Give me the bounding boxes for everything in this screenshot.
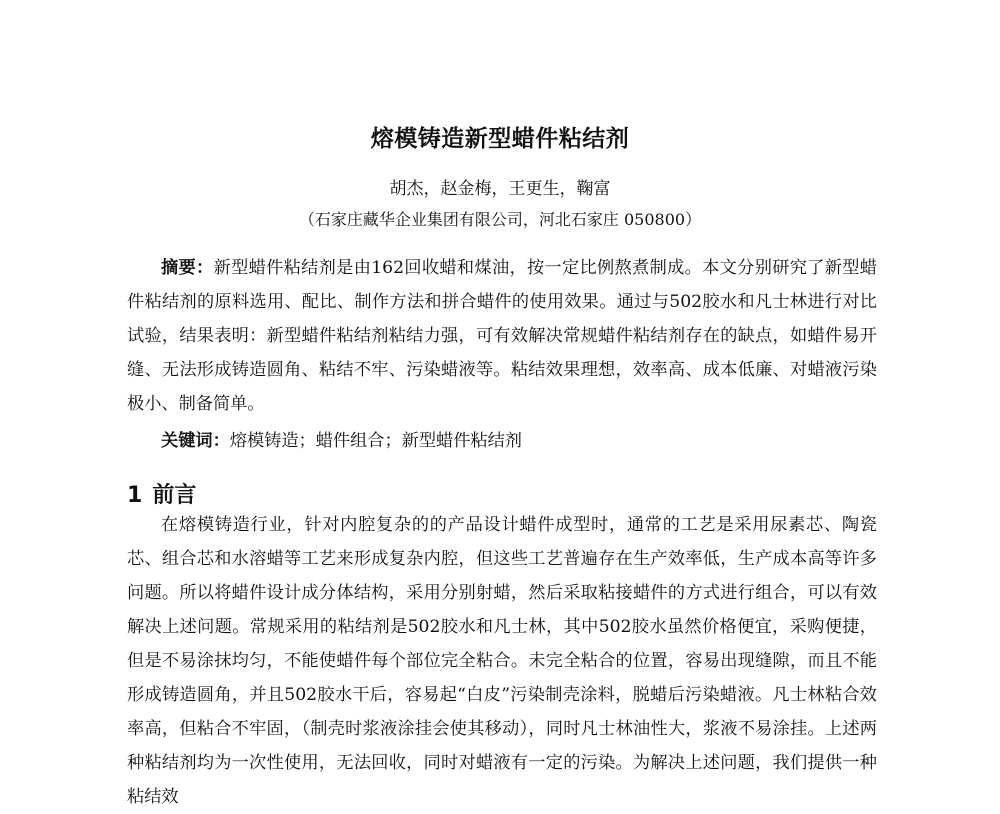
section-body-paragraph: 在熔模铸造行业，针对内腔复杂的的产品设计蜡件成型时，通常的工艺是采用尿素芯、陶瓷芯、组合芯和水溶蜡等工艺来形成复杂内腔，但这些工艺普遍存在生产效率低，生产成本高等许多问题。所以将蜡件设计成分体结构，采用分别射蜡，然后采取粘接蜡件的方式进行组合，可以有效解决上述问题。常规采用的粘结剂是502胶水和凡士林，其中502胶水虽然价格便宜，采购便捷，但是不易涂抹均匀，不能使蜡件每个部位完全粘合。未完全粘合的位置，容易出现缝隙，而且不能形成铸造圆角，并且502胶水干后，容易起“白皮”污染制壳涂料，脱蜡后污染蜡液。凡士林粘合效率高，但粘合不牢固，（制壳时浆液涂挂会使其移动），同时凡士林油性大，浆液不易涂挂。上述两种粘结剂均为一次性使用，无法回收，同时对蜡液有一定的污染。为解决上述问题，我们提供一种粘结效	[127, 515, 877, 807]
section-heading	[127, 478, 196, 509]
section-title: 前言	[152, 483, 197, 508]
paper-title: 熔模铸造新型蜡件粘结剂	[370, 126, 630, 152]
abstract-label: 摘要：	[161, 258, 214, 278]
abstract-paragraph	[127, 251, 877, 421]
keywords-label: 关键词：	[161, 431, 230, 451]
section-number: 1	[127, 483, 143, 508]
author-list: 胡杰，赵金梅，王更生，鞠富	[389, 179, 611, 199]
keywords-text: 熔模铸造；蜡件组合；新型蜡件粘结剂	[229, 431, 522, 451]
abstract-text: 新型蜡件粘结剂是由162回收蜡和煤油，按一定比例熬煮制成。本文分别研究了新型蜡件粘结剂的原料选用、配比、制作方法和拼合蜡件的使用效果。通过与502胶水和凡士林进行对比试验，结果表明：新型蜡件粘结剂粘结力强，可有效解决常规蜡件粘结剂存在的缺点，如蜡件易开缝、无法形成铸造圆角、粘结不牢、污染蜡液等。粘结效果理想，效率高、成本低廉、对蜡液污染极小、制备简单。	[127, 258, 877, 414]
author-affiliation: （石家庄藏华企业集团有限公司，河北石家庄 050800）	[298, 210, 702, 229]
keywords-paragraph	[127, 424, 877, 458]
